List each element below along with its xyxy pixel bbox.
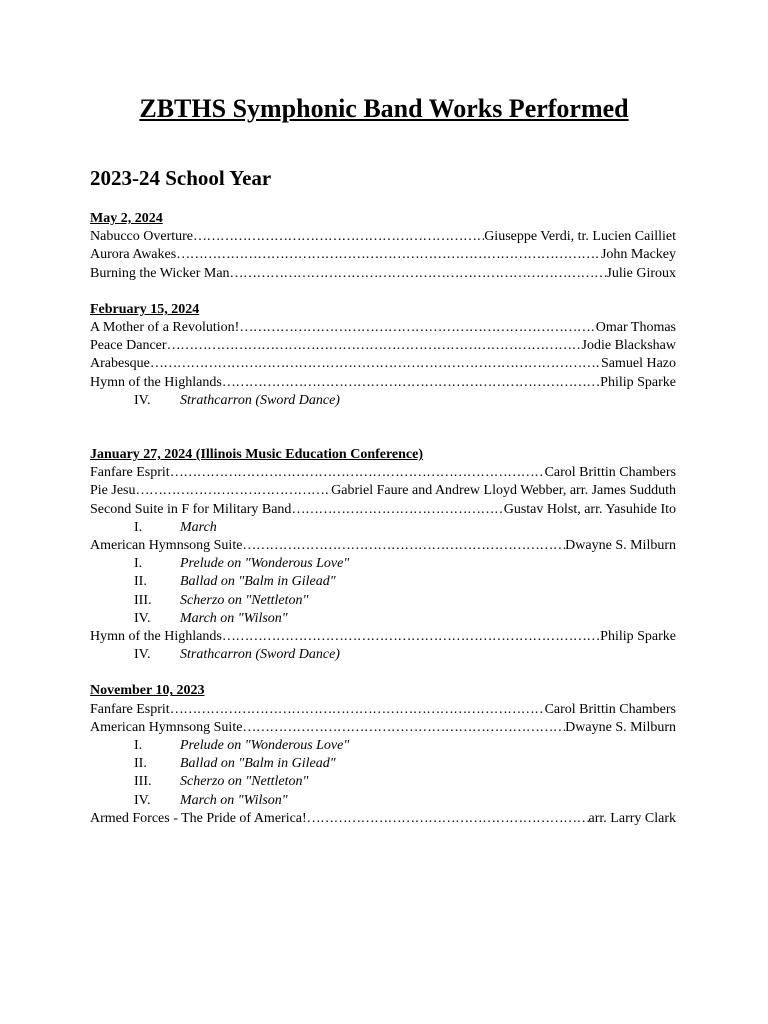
work-entry bbox=[90, 719, 676, 737]
movement-name: Strathcarron (Sword Dance) bbox=[180, 647, 340, 663]
leader-dots bbox=[222, 374, 600, 392]
movement-name: Scherzo on "Nettleton" bbox=[180, 592, 309, 608]
work-composer: Dwayne S. Milburn bbox=[565, 538, 676, 554]
work-composer: Samuel Hazo bbox=[600, 356, 676, 372]
leader-dots bbox=[170, 464, 545, 482]
leader-dots bbox=[167, 337, 582, 355]
movement-number: I. bbox=[134, 556, 143, 572]
movement-entry bbox=[90, 592, 676, 610]
work-entry bbox=[90, 265, 676, 283]
concert-date-heading: May 2, 2024 bbox=[90, 211, 163, 226]
concert-date-heading: January 27, 2024 (Illinois Music Education Conference) bbox=[90, 447, 424, 463]
leader-dots bbox=[291, 501, 503, 519]
movement-entry bbox=[90, 610, 676, 628]
work-title: Nabucco Overture bbox=[90, 229, 194, 245]
work-title: Peace Dancer bbox=[90, 338, 167, 354]
movement-name: Scherzo on "Nettleton" bbox=[180, 774, 309, 790]
work-entry bbox=[90, 464, 676, 482]
work-title: Aurora Awakes bbox=[90, 247, 177, 263]
leader-dots bbox=[136, 482, 332, 500]
leader-dots bbox=[230, 265, 607, 283]
leader-dots bbox=[222, 628, 600, 646]
movement-number: IV. bbox=[134, 792, 151, 808]
work-composer: Carol Brittin Chambers bbox=[544, 701, 676, 717]
work-title: Pie Jesu bbox=[90, 483, 136, 499]
movement-name: Strathcarron (Sword Dance) bbox=[180, 392, 340, 408]
spacer bbox=[90, 283, 676, 301]
work-composer: Omar Thomas bbox=[595, 320, 676, 336]
movement-name: Ballad on "Balm in Gilead" bbox=[180, 574, 336, 590]
movement-entry bbox=[90, 737, 676, 755]
movement-name: Prelude on "Wonderous Love" bbox=[180, 556, 350, 572]
movement-number: III. bbox=[134, 592, 152, 608]
work-composer: arr. Larry Clark bbox=[588, 810, 676, 826]
movement-number: II. bbox=[134, 574, 147, 590]
movement-number: I. bbox=[134, 738, 143, 754]
movement-entry bbox=[90, 573, 676, 591]
leader-dots bbox=[242, 537, 565, 555]
work-composer: Julie Giroux bbox=[606, 265, 676, 281]
work-title: Fanfare Esprit bbox=[90, 701, 170, 717]
movement-entry bbox=[90, 555, 676, 573]
movement-number: IV. bbox=[134, 392, 151, 408]
work-composer: Philip Sparke bbox=[600, 629, 676, 645]
spacer bbox=[90, 664, 676, 682]
work-composer: Gabriel Faure and Andrew Lloyd Webber, arr. James Sudduth bbox=[331, 483, 676, 499]
movement-entry bbox=[90, 392, 676, 410]
work-entry bbox=[90, 628, 676, 646]
work-entry bbox=[90, 246, 676, 264]
work-title: Hymn of the Highlands bbox=[90, 629, 222, 645]
movement-entry bbox=[90, 646, 676, 664]
movement-entry bbox=[90, 792, 676, 810]
movement-name: March bbox=[180, 519, 217, 535]
work-composer: Giuseppe Verdi, tr. Lucien Cailliet bbox=[484, 229, 676, 245]
work-entry bbox=[90, 482, 676, 500]
work-entry bbox=[90, 228, 676, 246]
movement-name: March on "Wilson" bbox=[180, 610, 288, 626]
work-composer: Carol Brittin Chambers bbox=[544, 465, 676, 481]
movement-number: I. bbox=[134, 519, 143, 535]
movement-name: March on "Wilson" bbox=[180, 792, 288, 808]
work-title: Arabesque bbox=[90, 356, 150, 372]
work-title: A Mother of a Revolution! bbox=[90, 320, 240, 336]
work-entry bbox=[90, 374, 676, 392]
movement-number: IV. bbox=[134, 647, 151, 663]
work-title: Second Suite in F for Military Band bbox=[90, 501, 292, 517]
work-entry bbox=[90, 355, 676, 373]
concert-date-heading: November 10, 2023 bbox=[90, 683, 205, 699]
movement-number: II. bbox=[134, 756, 147, 772]
movement-number: IV. bbox=[134, 610, 151, 626]
work-composer: John Mackey bbox=[600, 247, 676, 263]
work-entry bbox=[90, 319, 676, 337]
work-entry bbox=[90, 501, 676, 519]
leader-dots bbox=[239, 319, 595, 337]
movement-name: Prelude on "Wonderous Love" bbox=[180, 738, 350, 754]
movement-number: III. bbox=[134, 774, 152, 790]
work-entry bbox=[90, 537, 676, 555]
work-composer: Gustav Holst, arr. Yasuhide Ito bbox=[503, 501, 676, 517]
work-entry bbox=[90, 810, 676, 828]
program-list bbox=[90, 210, 676, 828]
leader-dots bbox=[150, 355, 601, 373]
work-title: American Hymnsong Suite bbox=[90, 719, 243, 735]
concert-date-heading: February 15, 2024 bbox=[90, 301, 200, 317]
movement-name: Ballad on "Balm in Gilead" bbox=[180, 756, 336, 772]
work-composer: Philip Sparke bbox=[600, 374, 676, 390]
work-composer: Jodie Blackshaw bbox=[581, 338, 676, 354]
work-title: Hymn of the Highlands bbox=[90, 374, 222, 390]
work-composer: Dwayne S. Milburn bbox=[565, 719, 676, 735]
leader-dots bbox=[307, 810, 589, 828]
work-title: American Hymnsong Suite bbox=[90, 538, 243, 554]
work-title: Fanfare Esprit bbox=[90, 465, 170, 481]
leader-dots bbox=[176, 246, 601, 264]
school-year-heading: 2023-24 School Year bbox=[90, 166, 272, 190]
movement-entry bbox=[90, 519, 676, 537]
leader-dots bbox=[242, 719, 565, 737]
movement-entry bbox=[90, 755, 676, 773]
work-entry bbox=[90, 337, 676, 355]
leader-dots bbox=[193, 228, 484, 246]
spacer bbox=[90, 410, 676, 446]
leader-dots bbox=[170, 701, 545, 719]
document-title: ZBTHS Symphonic Band Works Performed bbox=[139, 94, 629, 123]
work-title: Burning the Wicker Man bbox=[90, 265, 230, 281]
work-title: Armed Forces - The Pride of America! bbox=[90, 810, 307, 826]
work-entry bbox=[90, 701, 676, 719]
movement-entry bbox=[90, 773, 676, 791]
